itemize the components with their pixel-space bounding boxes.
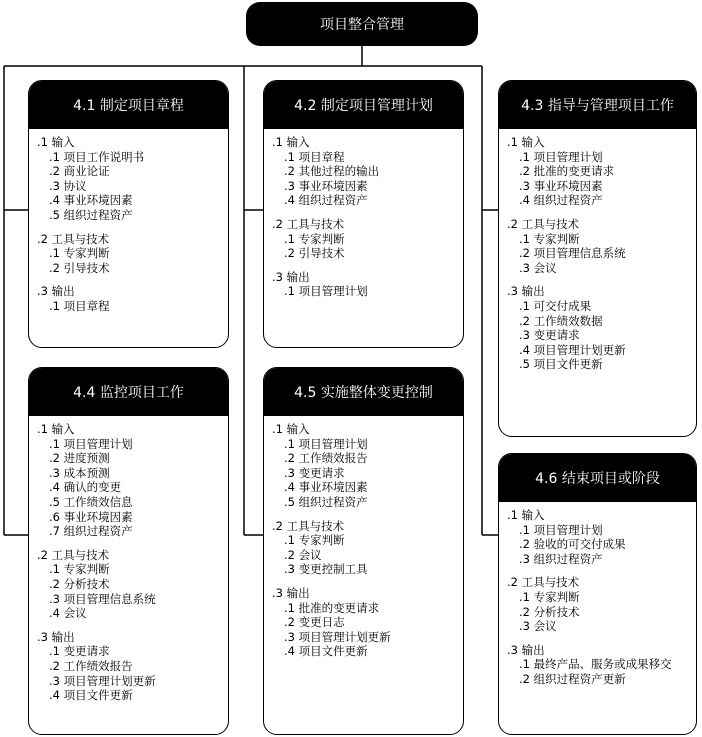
section-title: .3 输出 — [507, 284, 545, 299]
section-title: .1 输入 — [37, 135, 75, 149]
list-item: .2 验收的可交付成果 — [519, 537, 626, 552]
section-inputs — [507, 135, 696, 208]
list-item: .4 事业环境因素 — [284, 480, 368, 495]
list-item: .4 组织过程资产 — [284, 193, 368, 208]
section-title: .1 输入 — [507, 135, 545, 149]
list-item: .2 会议 — [284, 547, 322, 562]
section-title: .2 工具与技术 — [37, 547, 110, 562]
list-item: .1 项目管理计划 — [49, 436, 133, 451]
list-item: .2 组织过程资产更新 — [519, 671, 626, 686]
process-title: 4.2 制定项目管理计划 — [264, 81, 463, 129]
list-item: .4 确认的变更 — [49, 480, 122, 495]
list-item: .1 专家判断 — [49, 562, 110, 577]
list-item: .2 引导技术 — [49, 260, 110, 275]
list-item: .1 批准的变更请求 — [284, 600, 380, 615]
list-item: .1 项目管理计划 — [284, 284, 368, 299]
section-tools — [37, 232, 228, 276]
list-item: .4 项目文件更新 — [284, 644, 368, 659]
list-item: .2 项目管理信息系统 — [519, 246, 626, 261]
process-box-4-3 — [498, 80, 697, 437]
list-item: .3 成本预测 — [49, 465, 110, 480]
list-item: .4 项目文件更新 — [49, 688, 133, 703]
list-item: .2 分析技术 — [519, 604, 580, 619]
list-item: .3 事业环境因素 — [519, 178, 603, 193]
section-tools — [37, 548, 228, 621]
list-item: .4 组织过程资产 — [519, 193, 603, 208]
list-item: .1 项目管理计划 — [284, 436, 368, 451]
section-inputs — [507, 508, 696, 566]
section-title: .1 输入 — [507, 508, 545, 522]
section-title: .3 输出 — [37, 629, 75, 644]
process-box-4-6 — [498, 453, 697, 735]
list-item: .3 会议 — [519, 619, 557, 634]
process-title: 4.1 制定项目章程 — [29, 81, 228, 129]
list-item: .1 专家判断 — [519, 231, 580, 246]
section-outputs — [37, 630, 228, 703]
section-title: .3 输出 — [272, 269, 310, 284]
section-outputs — [37, 284, 228, 313]
process-title: 4.4 监控项目工作 — [29, 368, 228, 416]
section-outputs — [272, 586, 463, 659]
list-item: .4 会议 — [49, 606, 87, 621]
section-title: .3 输出 — [507, 642, 545, 657]
list-item: .2 工作绩效报告 — [284, 451, 368, 466]
list-item: .3 项目管理计划更新 — [49, 673, 156, 688]
list-item: .2 工作绩效数据 — [519, 313, 603, 328]
section-inputs — [272, 422, 463, 510]
list-item: .1 变更请求 — [49, 644, 110, 659]
section-inputs — [37, 135, 228, 223]
section-title: .2 工具与技术 — [272, 518, 345, 533]
list-item: .1 项目管理计划 — [519, 149, 603, 164]
section-title: .2 工具与技术 — [272, 216, 345, 231]
section-title: .3 输出 — [37, 284, 75, 299]
list-item: .5 组织过程资产 — [284, 494, 368, 509]
list-item: .1 最终产品、服务或成果移交 — [519, 657, 672, 672]
list-item: .3 项目管理计划更新 — [284, 629, 391, 644]
section-title: .2 工具与技术 — [507, 216, 580, 231]
section-outputs — [272, 270, 463, 299]
list-item: .4 事业环境因素 — [49, 193, 133, 208]
list-item: .2 变更日志 — [284, 615, 345, 630]
list-item: .2 引导技术 — [284, 246, 345, 261]
list-item: .3 协议 — [49, 178, 87, 193]
list-item: .7 组织过程资产 — [49, 524, 133, 539]
process-title: 4.3 指导与管理项目工作 — [499, 81, 696, 129]
list-item: .6 事业环境因素 — [49, 509, 133, 524]
list-item: .3 会议 — [519, 260, 557, 275]
process-title: 4.6 结束项目或阶段 — [499, 454, 696, 502]
section-title: .2 工具与技术 — [37, 231, 110, 246]
list-item: .5 工作绩效信息 — [49, 494, 133, 509]
list-item: .1 专家判断 — [49, 246, 110, 261]
section-outputs — [507, 643, 696, 687]
process-box-4-1 — [28, 80, 229, 348]
section-title: .3 输出 — [272, 585, 310, 600]
list-item: .3 变更请求 — [519, 328, 580, 343]
list-item: .3 变更控制工具 — [284, 562, 368, 577]
list-item: .1 项目工作说明书 — [49, 149, 145, 164]
section-tools — [272, 519, 463, 577]
list-item: .2 工作绩效报告 — [49, 658, 133, 673]
section-tools — [507, 575, 696, 633]
list-item: .3 事业环境因素 — [284, 178, 368, 193]
list-item: .1 可交付成果 — [519, 298, 592, 313]
section-inputs — [37, 422, 228, 539]
section-tools — [507, 217, 696, 275]
list-item: .2 分析技术 — [49, 576, 110, 591]
process-title: 4.5 实施整体变更控制 — [264, 368, 463, 416]
list-item: .1 专家判断 — [284, 533, 345, 548]
section-tools — [272, 217, 463, 261]
list-item: .3 项目管理信息系统 — [49, 591, 156, 606]
section-outputs — [507, 284, 696, 372]
list-item: .1 专家判断 — [284, 231, 345, 246]
section-title: .1 输入 — [272, 422, 310, 436]
list-item: .2 批准的变更请求 — [519, 164, 615, 179]
section-title: .1 输入 — [272, 135, 310, 149]
list-item: .1 项目章程 — [49, 298, 110, 313]
list-item: .2 其他过程的输出 — [284, 164, 380, 179]
list-item: .5 项目文件更新 — [519, 357, 603, 372]
list-item: .1 专家判断 — [519, 589, 580, 604]
list-item: .1 项目管理计划 — [519, 522, 603, 537]
process-box-4-2 — [263, 80, 464, 348]
root-node: 项目整合管理 — [246, 2, 478, 46]
section-title: .2 工具与技术 — [507, 575, 580, 590]
section-title: .1 输入 — [37, 422, 75, 436]
process-box-4-5 — [263, 367, 464, 735]
list-item: .3 组织过程资产 — [519, 551, 603, 566]
list-item: .2 进度预测 — [49, 451, 110, 466]
list-item: .3 变更请求 — [284, 465, 345, 480]
list-item: .2 商业论证 — [49, 164, 110, 179]
list-item: .5 组织过程资产 — [49, 207, 133, 222]
list-item: .1 项目章程 — [284, 149, 345, 164]
process-box-4-4 — [28, 367, 229, 735]
section-inputs — [272, 135, 463, 208]
list-item: .4 项目管理计划更新 — [519, 342, 626, 357]
